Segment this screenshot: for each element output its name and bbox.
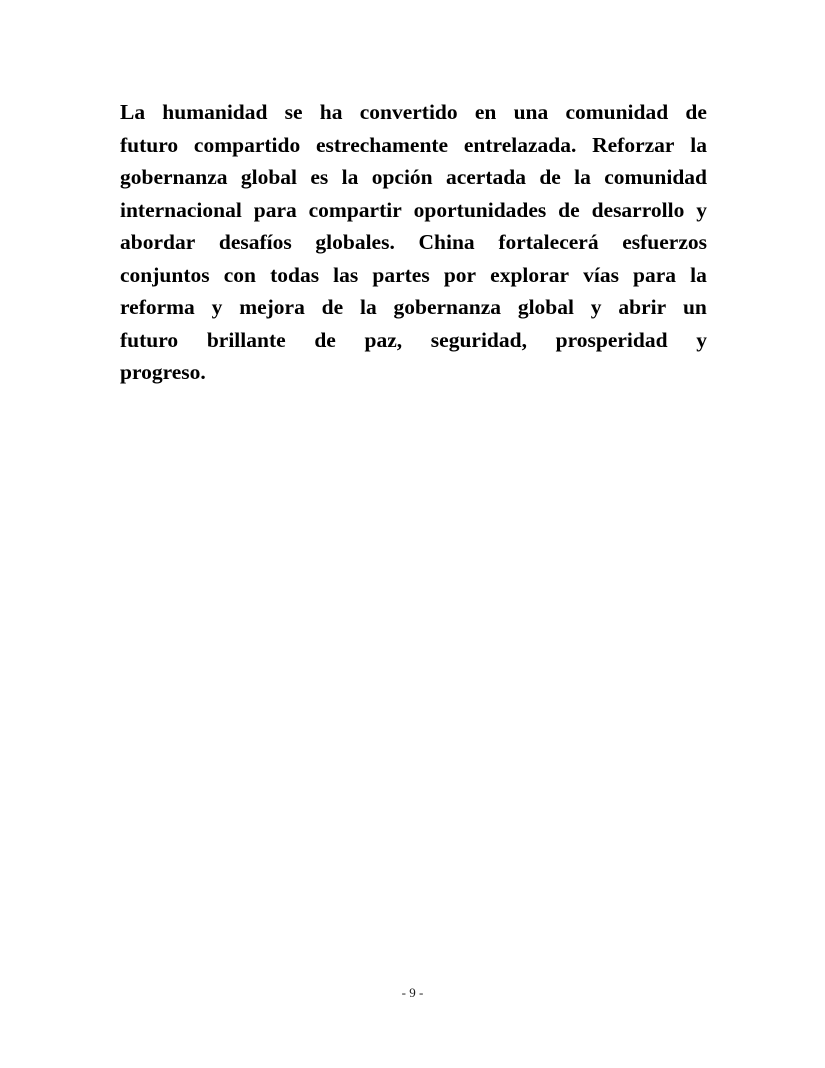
body-paragraph: [120, 96, 707, 389]
paragraph-line: reforma y mejora de la gobernanza global y abrir un: [120, 295, 707, 319]
paragraph-line: futuro brillante de paz, seguridad, prosperidad y: [120, 327, 707, 352]
paragraph-line: gobernanza global es la opción acertada de la comunidad: [120, 165, 707, 189]
paragraph-line: La humanidad se ha convertido en una comunidad de: [120, 100, 707, 124]
paragraph-line: abordar desafíos globales. China fortalecerá esfuerzos: [120, 230, 707, 254]
paragraph-line: internacional para compartir oportunidades de desarrollo y: [120, 197, 707, 222]
paragraph-line: progreso.: [120, 360, 206, 384]
page-number: - 9 -: [401, 985, 424, 1000]
paragraph-line: conjuntos con todas las partes por explorar vías para la: [120, 262, 707, 287]
paragraph-line: futuro compartido estrechamente entrelazada. Reforzar la: [120, 132, 707, 157]
